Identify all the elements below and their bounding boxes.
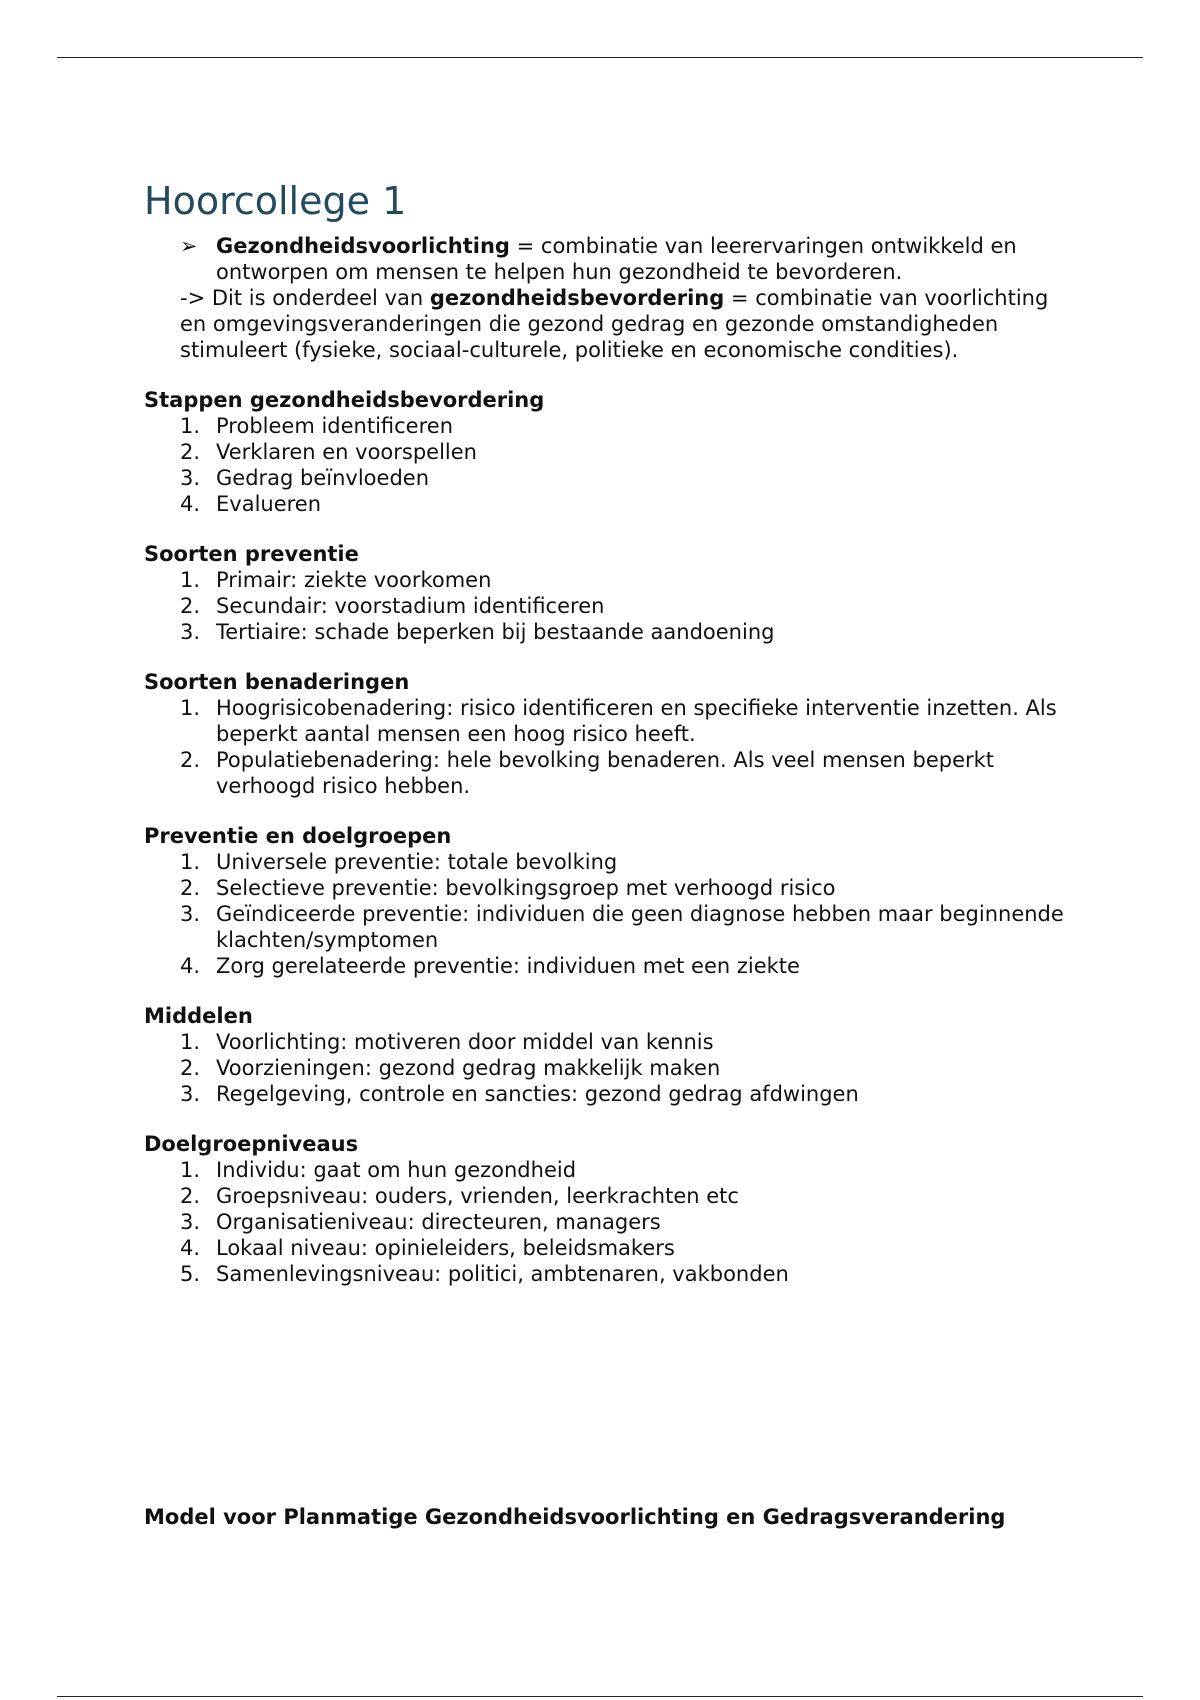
- section-heading: Preventie en doelgroepen: [144, 824, 452, 848]
- section-middelen: [144, 1003, 1064, 1107]
- intro-bullet: [144, 233, 1064, 285]
- list-item: 2. Verklaren en voorspellen: [180, 440, 477, 464]
- list-item-text: Regelgeving, controle en sancties: gezond gedrag afdwingen: [216, 1082, 859, 1106]
- list-item: 1. Universele preventie: totale bevolking: [180, 850, 618, 874]
- list-item-text: Universele preventie: totale bevolking: [216, 850, 618, 874]
- list-item: 3. Regelgeving, controle en sancties: gezond gedrag afdwingen: [180, 1082, 859, 1106]
- list-item: 2. Groepsniveau: ouders, vrienden, leerkrachten etc: [180, 1184, 739, 1208]
- list-item-text: Voorzieningen: gezond gedrag makkelijk maken: [216, 1056, 721, 1080]
- term-gezondheidsbevordering: gezondheidsbevordering: [429, 286, 725, 310]
- list-item: 1. Primair: ziekte voorkomen: [180, 568, 492, 592]
- list-item: 2. Selectieve preventie: bevolkingsgroep met verhoogd risico: [180, 876, 836, 900]
- list-item: 3. Organisatieniveau: directeuren, managers: [180, 1210, 661, 1234]
- section-soorten-benaderingen: [144, 669, 1064, 799]
- footer-rule: [57, 1696, 1143, 1697]
- list-item-text: Selectieve preventie: bevolkingsgroep met verhoogd risico: [216, 876, 836, 900]
- list-item-text: Tertiaire: schade beperken bij bestaande aandoening: [216, 620, 775, 644]
- section-heading: Doelgroepniveaus: [144, 1132, 359, 1156]
- list-item: 5. Samenlevingsniveau: politici, ambtenaren, vakbonden: [180, 1262, 789, 1286]
- header-rule: [57, 57, 1143, 58]
- section-heading: Stappen gezondheidsbevordering: [144, 388, 545, 412]
- term-gezondheidsvoorlichting: Gezondheidsvoorlichting: [216, 234, 510, 258]
- list-item-text: Evalueren: [216, 492, 322, 516]
- section-soorten-preventie: [144, 541, 1064, 645]
- list-item: 3. Tertiaire: schade beperken bij bestaande aandoening: [180, 620, 775, 644]
- intro-paragraph: [144, 285, 1064, 363]
- definition-gezondheidsbevordering: = combinatie van voorlichting en omgevingsveranderingen die gezond gedrag en gezonde omstandigheden stimuleert (fysieke, sociaal-culturele, politieke en economische condities).: [180, 286, 1049, 362]
- list-item-text: Populatiebenadering: hele bevolking benaderen. Als veel mensen beperkt verhoogd risico hebben.: [216, 748, 995, 798]
- section-heading: Soorten benaderingen: [144, 670, 410, 694]
- numbered-list: [144, 1029, 1064, 1107]
- list-item: 1. Hoogrisicobenadering: risico identificeren en specifieke interventie inzetten. Als beperkt aantal mensen een hoog risico heeft.: [180, 696, 1057, 746]
- list-item-text: Samenlevingsniveau: politici, ambtenaren, vakbonden: [216, 1262, 789, 1286]
- list-item: 2. Voorzieningen: gezond gedrag makkelijk maken: [180, 1056, 721, 1080]
- list-item: 1. Probleem identificeren: [180, 414, 454, 438]
- list-item-text: Groepsniveau: ouders, vrienden, leerkrachten etc: [216, 1184, 739, 1208]
- list-item-text: Secundair: voorstadium identificeren: [216, 594, 605, 618]
- list-item: 4. Lokaal niveau: opinieleiders, beleidsmakers: [180, 1236, 675, 1260]
- model-heading: Model voor Planmatige Gezondheidsvoorlichting en Gedragsverandering: [144, 1505, 1006, 1529]
- numbered-list: [144, 413, 1064, 517]
- list-item-text: Geïndiceerde preventie: individuen die geen diagnose hebben maar beginnende klachten/symptomen: [216, 902, 1064, 952]
- list-item: 3. Geïndiceerde preventie: individuen die geen diagnose hebben maar beginnende klachten/symptomen: [180, 902, 1064, 952]
- section-stappen: [144, 387, 1064, 517]
- list-item-text: Gedrag beïnvloeden: [216, 466, 430, 490]
- numbered-list: [144, 567, 1064, 645]
- list-item: 1. Individu: gaat om hun gezondheid: [180, 1158, 577, 1182]
- numbered-list: [144, 1157, 1064, 1287]
- list-item-text: Hoogrisicobenadering: risico identificeren en specifieke interventie inzetten. Als beperkt aantal mensen een hoog risico heeft.: [216, 696, 1057, 746]
- list-item-text: Voorlichting: motiveren door middel van kennis: [216, 1030, 714, 1054]
- document-body: [144, 177, 1064, 1287]
- list-item: 2. Secundair: voorstadium identificeren: [180, 594, 605, 618]
- list-item-text: Zorg gerelateerde preventie: individuen met een ziekte: [216, 954, 800, 978]
- list-item-text: Probleem identificeren: [216, 414, 454, 438]
- list-item: 1. Voorlichting: motiveren door middel van kennis: [180, 1030, 714, 1054]
- arrow-bullet-icon: ➢: [180, 234, 198, 258]
- list-item-text: Individu: gaat om hun gezondheid: [216, 1158, 577, 1182]
- list-item: 2. Populatiebenadering: hele bevolking benaderen. Als veel mensen beperkt verhoogd risico hebben.: [180, 748, 995, 798]
- definition-gezondheidsvoorlichting: = combinatie van leerervaringen ontwikkeld en ontworpen om mensen te helpen hun gezondheid te bevorderen.: [216, 234, 1017, 284]
- list-item-text: Primair: ziekte voorkomen: [216, 568, 492, 592]
- list-item: 4. Evalueren: [180, 492, 322, 516]
- intro-prefix: -> Dit is onderdeel van: [180, 286, 430, 310]
- list-item: 3. Gedrag beïnvloeden: [180, 466, 430, 490]
- section-heading: Middelen: [144, 1004, 253, 1028]
- numbered-list: [144, 849, 1064, 979]
- numbered-list: [144, 695, 1064, 799]
- list-item-text: Lokaal niveau: opinieleiders, beleidsmakers: [216, 1236, 675, 1260]
- list-item: 4. Zorg gerelateerde preventie: individuen met een ziekte: [180, 954, 800, 978]
- list-item-text: Organisatieniveau: directeuren, managers: [216, 1210, 661, 1234]
- page-title: Hoorcollege 1: [144, 179, 407, 223]
- section-heading: Soorten preventie: [144, 542, 359, 566]
- section-doelgroepniveaus: [144, 1131, 1064, 1287]
- list-item-text: Verklaren en voorspellen: [216, 440, 477, 464]
- section-preventie-doelgroepen: [144, 823, 1064, 979]
